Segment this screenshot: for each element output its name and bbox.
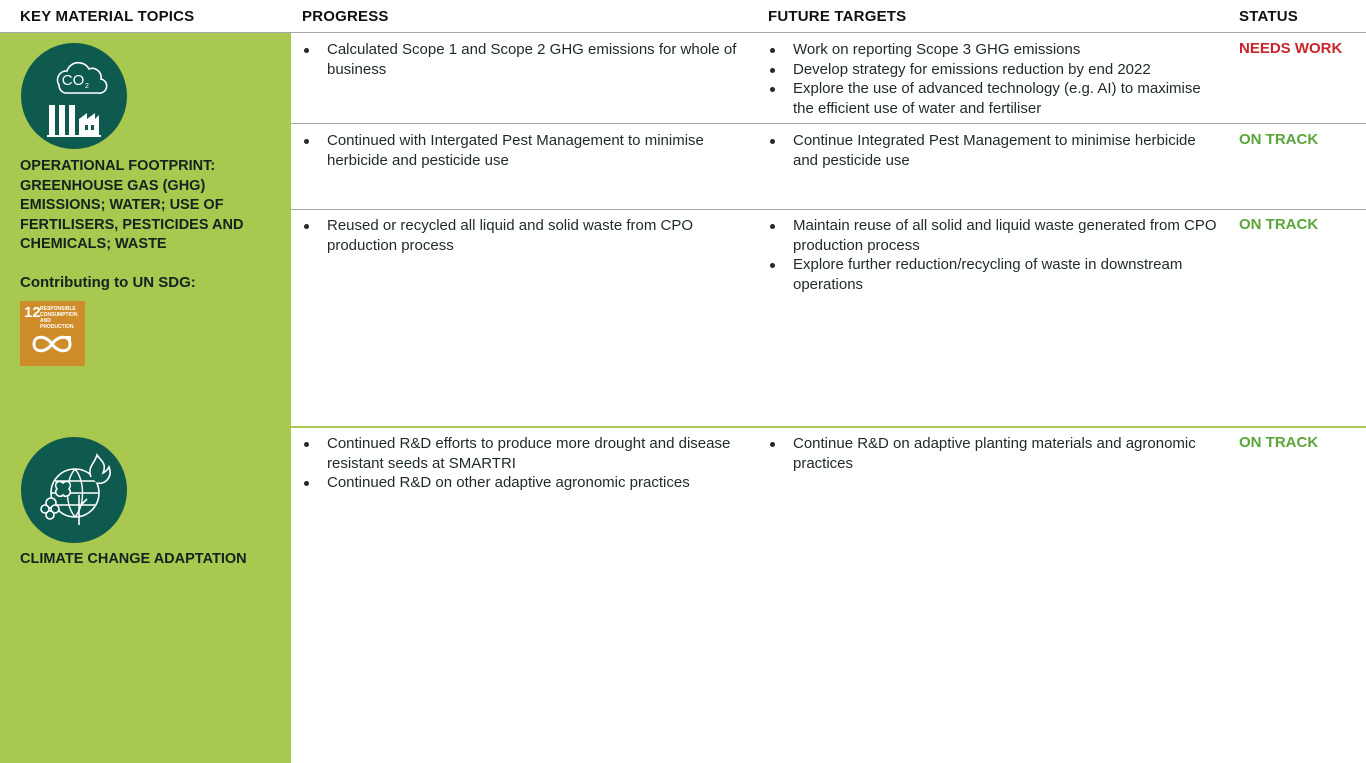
sdg-text: RESPONSIBLE CONSUMPTION AND PRODUCTION	[40, 306, 78, 330]
header-status: STATUS	[1239, 8, 1298, 25]
sdg-12-badge	[20, 301, 85, 366]
status-badge: ON TRACK	[1239, 131, 1319, 148]
header-progress: PROGRESS	[302, 8, 389, 25]
row-divider	[291, 123, 1366, 124]
co2-factory-icon	[21, 43, 127, 149]
list-item: Work on reporting Scope 3 GHG emissions	[768, 40, 1208, 60]
list-item: Reused or recycled all liquid and solid waste from CPO production process	[302, 216, 747, 255]
list-item: Continued R&D efforts to produce more drought and disease resistant seeds at SMARTRI	[302, 434, 747, 473]
status-badge: ON TRACK	[1239, 434, 1319, 451]
header-key-material-topics: KEY MATERIAL TOPICS	[20, 8, 195, 25]
topic-title-climate-change-adaptation: CLIMATE CHANGE ADAPTATION	[20, 551, 247, 567]
targets-cell	[768, 40, 1208, 118]
row-divider	[291, 209, 1366, 210]
table-header	[0, 0, 1366, 33]
progress-cell	[302, 40, 747, 79]
infinity-icon	[30, 331, 74, 357]
status-badge: ON TRACK	[1239, 216, 1319, 233]
status-badge: NEEDS WORK	[1239, 40, 1343, 57]
svg-text:2: 2	[85, 83, 89, 90]
list-item: Develop strategy for emissions reduction by end 2022	[768, 60, 1208, 80]
list-item: Continued R&D on other adaptive agronomic practices	[302, 473, 747, 493]
targets-cell	[768, 131, 1208, 170]
list-item: Continue Integrated Pest Management to minimise herbicide and pesticide use	[768, 131, 1208, 170]
list-item: Continue R&D on adaptive planting materials and agronomic practices	[768, 434, 1208, 473]
list-item: Calculated Scope 1 and Scope 2 GHG emissions for whole of business	[302, 40, 747, 79]
list-item: Maintain reuse of all solid and liquid waste generated from CPO production process	[768, 216, 1218, 255]
sdg-number: 12	[24, 304, 41, 321]
progress-cell	[302, 131, 747, 170]
list-item: Explore further reduction/recycling of waste in downstream operations	[768, 255, 1218, 294]
sdg-contributing-label: Contributing to UN SDG:	[20, 274, 196, 291]
header-future-targets: FUTURE TARGETS	[768, 8, 907, 25]
topic-title-operational-footprint: OPERATIONAL FOOTPRINT: GREENHOUSE GAS (GHG) EMISSIONS; WATER; USE OF FERTILISERS, PESTICIDES AND CHEMICALS; WASTE	[20, 158, 244, 252]
list-item: Continued with Intergated Pest Management to minimise herbicide and pesticide use	[302, 131, 747, 170]
targets-cell	[768, 434, 1208, 473]
list-item: Explore the use of advanced technology (e.g. AI) to maximise the efficient use of water and fertiliser	[768, 79, 1208, 118]
progress-cell	[302, 216, 747, 255]
targets-cell	[768, 216, 1218, 294]
climate-globe-icon	[21, 437, 127, 543]
co2-text: CO	[61, 72, 85, 89]
progress-cell	[302, 434, 747, 493]
